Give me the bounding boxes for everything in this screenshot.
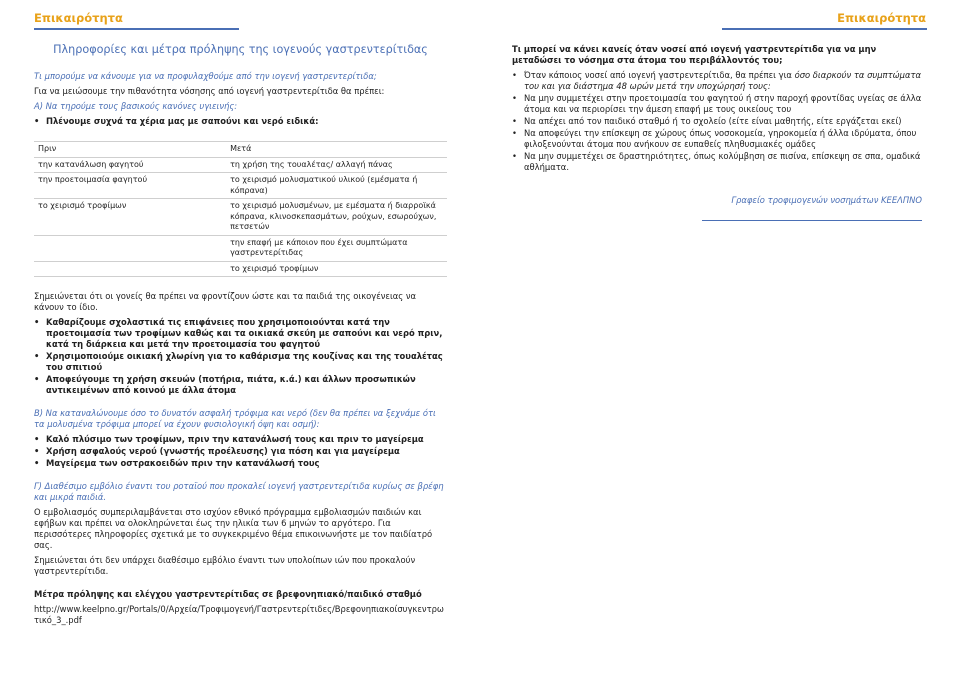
section-b-heading: Β) Να καταναλώνουμε όσο το δυνατόν ασφαλή τρόφιμα και νερό (δεν θα πρέπει να ξεχνάμε ότι τα μολυσμένα τρόφιμα μπορεί να έχουν φυσιολογική όψη και οσμή): [34, 408, 436, 429]
table-header-after: Μετά [226, 142, 447, 158]
table-cell [34, 261, 226, 277]
header-left-rule [34, 28, 239, 30]
list-item: • Να μην συμμετέχει στην προετοιμασία του φαγητού ή στην παροχή φροντίδας υγείας σε άλλα άτομα και να περιορίσει την άμεση επαφή με τους οικείους του [512, 93, 926, 115]
table-cell: το χειρισμό μολυσμένων, με εμέσματα ή διαρροϊκά κόπρανα, κλινοσκεπασμάτων, ρούχων, εσωρούχων, πετσετών [226, 199, 447, 236]
table-row [34, 261, 447, 277]
list-item: • Να μην συμμετέχει σε δραστηριότητες, όπως κολύμβηση σε πισίνα, επίσκεψη σε σπα, ομαδικά αθλήματα. [512, 151, 926, 173]
page-title: Πληροφορίες και μέτρα πρόληψης της ιογενούς γαστρεντερίτιδας [53, 43, 428, 56]
table-cell: το χειρισμό τροφίμων [226, 261, 447, 277]
wash-list [34, 116, 447, 127]
table-row [34, 235, 447, 261]
right-list [512, 70, 926, 173]
header-right-rule [722, 28, 927, 30]
measures-title: Μέτρα πρόληψης και ελέγχου γαστρεντερίτιδας σε βρεφονηπιακό/παιδικό σταθμό [34, 589, 422, 599]
table-header-before: Πριν [34, 142, 226, 158]
vaccine-paragraph: Ο εμβολιασμός συμπεριλαμβάνεται στο ισχύον εθνικό πρόγραμμα εμβολιασμών παιδιών και εφήβων και πρέπει να ολοκληρώνεται έως την ηλικία των 6 μηνών το αργότερο. Για περισσότερες πληροφορίες σχετικά με το συγκεκριμένο θέμα επικοινωνήστε με τον παιδίατρό σας. [34, 507, 433, 550]
table-row [34, 173, 447, 199]
table-cell: το χειρισμό μολυσματικού υλικού (εμέσματα ή κόπρανα) [226, 173, 447, 199]
source-link[interactable]: http://www.keelpno.gr/Portals/0/Αρχεία/Τροφιμογενή/Γαστρεντερίτιδες/Βρεφονηπιακοίσυγκεντρωτικό_3_.pdf [34, 604, 444, 625]
table-row [34, 199, 447, 236]
list-item: • Χρησιμοποιούμε οικιακή χλωρίνη για το καθάρισμα της κουζίνας και της τουαλέτας του σπιτιού [34, 351, 447, 373]
table-row [34, 157, 447, 173]
bullet-lead-text: Όταν κάποιος νοσεί από ιογενή γαστρεντερίτιδα, θα πρέπει για [524, 70, 795, 80]
section-c-heading: Γ) Διαθέσιμο εμβόλιο έναντι του ροταϊού που προκαλεί ιογενή γαστρεντερίτιδα κυρίως σε βρέφη και μικρά παιδιά. [34, 481, 444, 502]
table-cell: τη χρήση της τουαλέτας/ αλλαγή πάνας [226, 157, 447, 173]
section-a-heading: Α) Να τηρούμε τους βασικούς κανόνες υγιεινής: [34, 101, 238, 111]
signature-rule [702, 220, 922, 221]
table-cell: την κατανάλωση φαγητού [34, 157, 226, 173]
table-cell: το χειρισμό τροφίμων [34, 199, 226, 236]
left-column [34, 44, 447, 630]
list-item: • Χρήση ασφαλούς νερού (γνωστής προέλευσης) για πόση και για μαγείρεμα [34, 446, 447, 457]
food-safety-list [34, 434, 447, 469]
table-header-row [34, 142, 447, 158]
list-item: • Να απέχει από τον παιδικό σταθμό ή το σχολείο (είτε είναι μαθητής, είτε εργάζεται εκεί) [512, 116, 926, 127]
hygiene-list [34, 317, 447, 396]
question-heading: Τι μπορούμε να κάνουμε για να προφυλαχθούμε από την ιογενή γαστρεντερίτιδα; [34, 71, 377, 81]
right-column [512, 44, 926, 221]
list-item: • Να αποφεύγει την επίσκεψη σε χώρους όπως νοσοκομεία, γηροκομεία ή άλλα ιδρύματα, όπου φιλοξενούνται άτομα που ανήκουν σε ευπαθείς πληθυσμιακές ομάδες [512, 128, 926, 150]
intro-text: Για να μειώσουμε την πιθανότητα νόσησης από ιογενή γαστρεντερίτιδα θα πρέπει: [34, 86, 385, 96]
parents-note: Σημειώνεται ότι οι γονείς θα πρέπει να φροντίζουν ώστε και τα παιδιά της οικογένειας να κάνουν το ίδιο. [34, 291, 417, 312]
table-cell: την επαφή με κάποιον που έχει συμπτώματα γαστρεντερίτιδας [226, 235, 447, 261]
wash-hands-item: • Πλένουμε συχνά τα χέρια μας με σαπούνι και νερό ειδικά: [34, 116, 447, 127]
no-vaccine-paragraph: Σημειώνεται ότι δεν υπάρχει διαθέσιμο εμβόλιο έναντι των υπολοίπων ιών που προκαλούν γαστρεντερίτιδα. [34, 555, 416, 576]
table-cell [34, 235, 226, 261]
right-heading: Τι μπορεί να κάνει κανείς όταν νοσεί από ιογενή γαστρεντερίτιδα για να μην μεταδώσει το νόσημα στα άτομα του περιβάλλοντός του; [512, 44, 877, 65]
header-right-label: Επικαιρότητα [837, 11, 926, 25]
list-item: • Καθαρίζουμε σχολαστικά τις επιφάνειες που χρησιμοποιούνται κατά την προετοιμασία των τροφίμων καθώς και τα οικιακά σκεύη με σαπούνι και νερό πριν, κατά τη διάρκεια και μετά την προετοιμασία του φαγητού [34, 317, 447, 350]
bullet-italic-text: όσο διαρκούν τα συμπτώματα του και για διάστημα 48 ωρών μετά την υποχώρησή τους: [524, 70, 922, 91]
list-item: • Καλό πλύσιμο των τροφίμων, πριν την κατανάλωσή τους και πριν το μαγείρεμα [34, 434, 447, 445]
header-left-label: Επικαιρότητα [34, 11, 123, 25]
table-cell: την προετοιμασία φαγητού [34, 173, 226, 199]
list-item: • Μαγείρεμα των οστρακοειδών πριν την κατανάλωσή τους [34, 458, 447, 469]
list-item [512, 70, 926, 92]
handwash-table [34, 141, 447, 277]
signature: Γραφείο τροφιμογενών νοσημάτων ΚΕΕΛΠΝΟ [731, 195, 922, 205]
list-item: • Αποφεύγουμε τη χρήση σκευών (ποτήρια, πιάτα, κ.ά.) και άλλων προσωπικών αντικειμένων από κοινού με άλλα άτομα [34, 374, 447, 396]
